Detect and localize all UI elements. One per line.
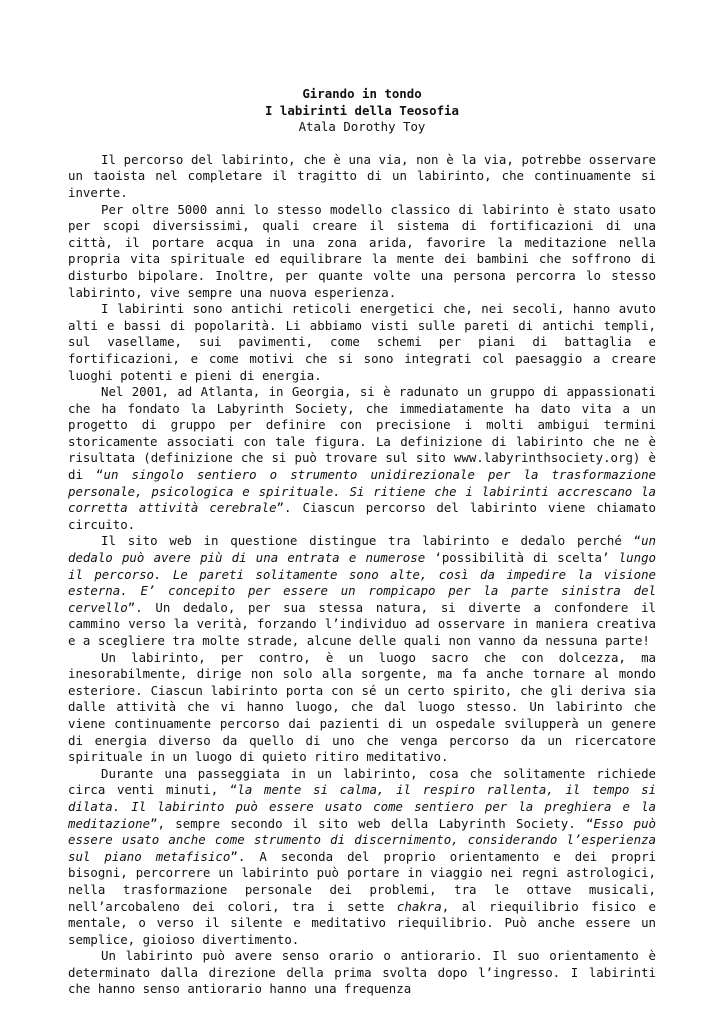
paragraph-text: Durante una passeggiata in un labirinto, cosa che solitamente richiede circa venti minuti, “ <box>68 765 656 798</box>
document-author: Atala Dorothy Toy <box>298 119 426 135</box>
title-block <box>68 86 656 136</box>
italic-quote-text: la mente si calma, il respiro rallenta, il tempo si dilata. Il labirinto può essere usato come sentiero per la preghiera e la meditazione <box>68 782 657 831</box>
paragraph-text: ”. A seconda del proprio orientamento e dei propri bisogni, percorrere un labirinto può portare in viaggio nei regni astrologici, nella trasformazione personale dei problemi, tra le ottave musicali, nell’arcobaleno dei colori, tra i sette <box>68 848 656 914</box>
paragraph <box>68 533 656 649</box>
paragraph-text: Nel 2001, ad Atlanta, in Georgia, si è radunato un gruppo di appassionati che ha fondato la Labyrinth Society, che immediatamente ha dato vita a un progetto di gruppo per definire con precisione i molti ambigui termini storicamente associati con tale figura. La definizione di labirinto che ne è risultata (definizione che si può trovare sul sito www.labyrinthsociety.org) è di “ <box>68 384 656 483</box>
italic-quote-text: Esso può essere usato anche come strumento di discernimento, considerando l’esperienza sul piano metafisico <box>68 815 656 864</box>
paragraph-text: I labirinti sono antichi reticoli energetici che, nei secoli, hanno avuto alti e bassi di popolarità. Li abbiamo visti sulle pareti di antichi templi, sul vasellame, sui pavimenti, come schemi per piani di battaglia e fortificazioni, e come motivi che si sono integrati col paesaggio a creare luoghi potenti e pieni di energia. <box>68 301 656 383</box>
paragraph-text: Il sito web in questione distingue tra labirinto e dedalo perché “ <box>101 533 642 549</box>
paragraph-text: Un labirinto può avere senso orario o antiorario. Il suo orientamento è determinato dalla direzione della prima svolta dopo l’ingresso. I labirinti che hanno senso antiorario hanno una frequenza <box>68 948 656 997</box>
paragraph <box>68 301 656 384</box>
paragraph-text: ‘possibilità di scelta’ <box>425 550 619 566</box>
document-title: Girando in tondo <box>302 86 422 101</box>
paragraph-text: Un labirinto, per contro, è un luogo sacro che con dolcezza, ma inesorabilmente, dirige non solo alla sorgente, ma fa anche tornare al mondo esteriore. Ciascun labirinto porta con sé un certo spirito, che gli deriva sia dalle attività che vi hanno luogo, che dal luogo stesso. Un labirinto che viene continuamente percorso dai pazienti di un ospedale svilupperà un genere di energia diverso da quello di uno che venga percorso da un ricercatore spirituale in un luogo di quieto ritiro meditativo. <box>68 649 656 765</box>
italic-quote-text: lungo il percorso. Le pareti solitamente sono alte, così da impedire la visione esterna. E’ concepito per essere un rompicapo per la parte sinistra del cervello <box>68 550 656 615</box>
paragraph-text: Per oltre 5000 anni lo stesso modello classico di labirinto è stato usato per scopi diversissimi, quali creare il sistema di fortificazioni di una città, il portare acqua in una zona arida, favorire la meditazione nella propria vita spirituale ed equilibrare la mente dei bambini che soffrono di disturbo bipolare. Inoltre, per quante volte una persona percorra lo stesso labirinto, vive sempre una nuova esperienza. <box>68 201 656 300</box>
paragraph-text: ”. Un dedalo, per sua stessa natura, si diverte a confondere il cammino verso la verità, forzando l’individuo ad osservare in maniera creativa e a scegliere tra molte strade, alcune delle quali non vanno da nessuna parte! <box>68 599 656 648</box>
paragraph-text: Il percorso del labirinto, che è una via, non è la via, potrebbe osservare un taoista nel completare il tragitto di un labirinto, che continuamente si inverte. <box>68 151 656 200</box>
paragraph <box>68 650 656 766</box>
paragraph-text: ”. Ciascun percorso del labirinto viene chiamato circuito. <box>68 500 656 532</box>
document-page <box>68 86 656 998</box>
italic-quote-text: un singolo sentiero o strumento unidirezionale per la trasformazione personale, psicologica e spirituale. Si ritiene che i labirinti accrescano la corretta attività cerebrale <box>68 467 656 516</box>
italic-quote-text: chakra <box>396 898 442 914</box>
paragraph-text: , al riequilibrio fisico e mentale, o verso il silente e meditativo riequilibrio. Può anche essere un semplice, gioioso divertimento. <box>68 898 656 947</box>
document-subtitle: I labirinti della Teosofia <box>265 102 459 118</box>
body-text <box>68 152 656 998</box>
paragraph <box>68 384 656 533</box>
paragraph <box>68 152 656 202</box>
italic-quote-text: un dedalo può avere più di una entrata e numerose <box>68 533 656 566</box>
paragraph <box>68 948 656 998</box>
paragraph <box>68 766 656 949</box>
paragraph-text: ”, sempre secondo il sito web della Labyrinth Society. “ <box>150 815 594 831</box>
paragraph <box>68 202 656 302</box>
